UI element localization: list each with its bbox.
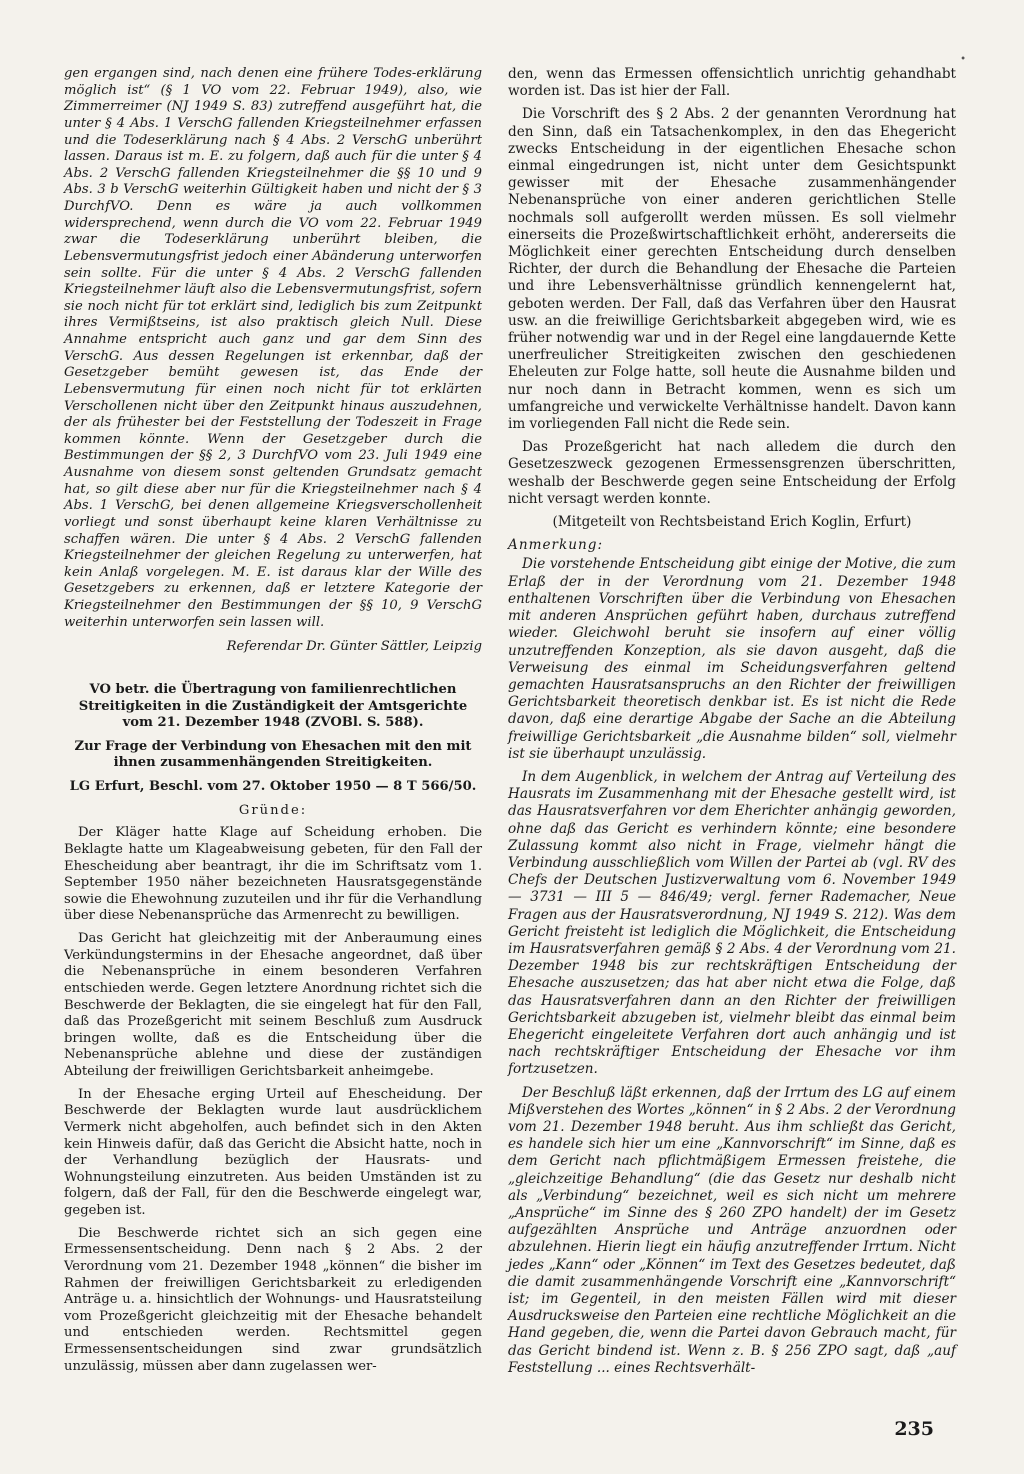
paragraph-anmerkung-beschluss: Der Beschluß läßt erkennen, daß der Irrtum des LG auf einem Mißverstehen des Wortes „können“ in § 2 Abs. 2 der Verordnung vom 21. Dezember 1948 beruht. Aus ihm schließt das Gericht, es handele sich hier um eine „Kannvorschrift“ im Sinne, daß es dem Gericht nach pflichtmäßigem Ermessen freistehe, die „gleichzeitige Behandlung“ (die das Gesetz nur deshalb nicht als „Verbindung“ bezeichnet, weil es sich nicht um mehrere „Ansprüche“ im Sinne des § 260 ZPO handelt) der im Gesetz aufgezählten Ansprüche und Anträge anzuordnen oder abzulehnen. Hierin liegt ein häufig anzutreffender Irrtum. Nicht jedes „Kann“ oder „Können“ im Text des Gesetzes bedeutet, daß die damit zusammenhängende Vorschrift eine „Kannvorschrift“ ist; im Gegenteil, in den meisten Fällen wird mit dieser Ausdrucksweise den Parteien eine rechtliche Möglichkeit an die Hand gegeben, die, wenn die Partei davon Gebrauch macht, für das Gericht bindend ist. Wenn z. B. § 256 ZPO sagt, daß „auf Feststellung ... eines Rechtsverhält- (508, 1084, 956, 1376)
decision-heading-court: LG Erfurt, Beschl. vom 27. Oktober 1950 — 8 T 566/50. (69, 779, 477, 794)
paragraph-todeserklaerung: gen ergangen sind, nach denen eine frühere Todes-erklärung möglich ist“ (§ 1 VO vom 22. Februar 1949), also, wie Zimmerreimer (NJ 1949 S. 83) zutreffend ausgeführt hat, die unter § 4 Abs. 1 VerschG fallenden Kriegsteilnehmer erfassen und die Todeserklärung nach § 4 Abs. 2 VerschG unberührt lassen. Daraus ist m. E. zu folgern, daß auch für die unter § 4 Abs. 2 VerschG fallenden Kriegsteilnehmer die §§ 10 und 9 Abs. 3 b VerschG weiterhin Gültigkeit haben und nicht der § 3 DurchfVO. Denn es wäre ja auch vollkommen widersprechend, wenn durch die VO vom 22. Februar 1949 zwar die Todeserklärung unberührt bleiben, die Lebensvermutungsfrist jedoch einer Abänderung unterworfen sein sollte. Für die unter § 4 Abs. 2 VerschG fallenden Kriegsteilnehmer läuft also die Lebensvermutungsfrist, sofern sie noch nicht für tot erklärt sind, lediglich bis zum Zeitpunkt ihres Vermißtseins, ist also praktisch gleich Null. Diese Annahme entspricht auch ganz und gar dem Sinn des VerschG. Aus dessen Regelungen ist erkennbar, daß der Gesetzgeber bemüht gewesen ist, das Ende der Lebensvermutung für einen noch nicht für tot erklärten Verschollenen nicht über den Zeitpunkt hinaus auszudehnen, der als frühester bei der Feststellung der Todeszeit in Frage kommen könnte. Wenn der Gesetzgeber durch die Bestimmungen der §§ 2, 3 DurchfVO vom 23. Juli 1949 eine Ausnahme von diesem sonst geltenden Grundsatz gemacht hat, so gilt diese aber nur für die Kriegsteilnehmer nach § 4 Abs. 1 VerschG, bei denen allgemeine Kriegsverschollenheit vorliegt und sonst überhaupt keine klaren Verhältnisse zu schaffen wären. Die unter § 4 Abs. 2 VerschG fallenden Kriegsteilnehmer der gleichen Regelung zu unterwerfen, hat kein Anlaß vorgelegen. M. E. ist daraus klar der Wille des Gesetzgebers zu erkennen, daß er letztere Kategorie der Kriegsteilnehmer den Bestimmungen der §§ 10, 9 VerschG weiterhin unterworfen sein lassen will. (64, 66, 482, 630)
paragraph-anmerkung-motive: Die vorstehende Entscheidung gibt einige der Motive, die zum Erlaß der in der Verordnung vom 21. Dezember 1948 enthaltenen Vorschriften über die Verbindung von Ehesachen mit anderen Ansprüchen geführt haben, durchaus zutreffend wieder. Gleichwohl beruht sie insofern auf einer völlig unzutreffenden Konzeption, als sie davon ausgeht, daß die Verweisung des einmal im Scheidungsverfahren geltend gemachten Hausratsanspruchs an den Richter der freiwilligen Gerichtsbarkeit theoretisch denkbar ist. Es ist nicht die Rede davon, daß eine derartige Abgabe der Sache an die Abteilung freiwillige Gerichtsbarkeit „die Ausnahme bilden“ soll, vielmehr ist sie überhaupt unzulässig. (508, 556, 956, 762)
author-signature: Referendar Dr. Günter Sättler, Leipzig (226, 639, 482, 655)
paragraph-vorschrift: Die Vorschrift des § 2 Abs. 2 der genannten Verordnung hat den Sinn, daß ein Tatsachenkomplex, in den das Ehegericht zwecks Entscheidung in der eigentlichen Ehesache schon einmal eingedrungen ist, nicht unter dem Gesichtspunkt gewisser mit der Ehesache zusammenhängender Nebenansprüche von einer anderen gerichtlichen Stelle nochmals soll aufgerollt werden müssen. Es soll vielmehr einerseits die Prozeßwirtschaftlichkeit erhöht, andererseits die Möglichkeit einer gerechten Entscheidung durch denselben Richter, der durch die Behandlung der Ehesache die Parteien und ihre Lebensverhältnisse gründlich kennengelernt hat, geboten werden. Der Fall, daß das Verfahren über den Hausrat usw. an die freiwillige Gerichtsbarkeit abgegeben wird, wie es früher notwendig war und in der Regel eine langdauernde Kette unerfreulicher Streitigkeiten zwischen den geschiedenen Eheleuten zur Folge hatte, soll heute die Ausnahme bilden und nur noch dann in Betracht kommen, wenn es sich um umfangreiche und verwickelte Verhältnisse handelt. Davon kann im vorliegenden Fall nicht die Rede sein. (508, 106, 956, 433)
corner-mark: • (960, 54, 966, 65)
left-column (64, 66, 482, 1381)
communicated-by: (Mitgeteilt von Rechtsbeistand Erich Koglin, Erfurt) (552, 514, 912, 531)
paragraph-anmerkung-augenblick: In dem Augenblick, in welchem der Antrag auf Verteilung des Hausrats im Zusammenhang mit der Ehesache gestellt wird, ist das Hausratsverfahren vor dem Eherichter anhängig geworden, ohne daß das Gericht es verhindern könnte; eine besondere Zulassung kommt also nicht in Frage, vielmehr hängt die Verbindung ausschließlich vom Willen der Partei ab (vgl. RV des Chefs der Deutschen Justizverwaltung vom 6. November 1949 — 3731 — III 5 — 846/49; vergl. ferner Rademacher, Neue Fragen aus der Hausratsverordnung, NJ 1949 S. 212). Was dem Gericht freisteht ist lediglich die Möglichkeit, die Entscheidung im Hausratsverfahren gemäß § 2 Abs. 4 der Verordnung vom 21. Dezember 1948 bis zur rechtskräftigen Entscheidung der Ehesache auszusetzen; das hat aber nicht etwa die Folge, daß das Hausratsverfahren dann an den Richter der freiwilligen Gerichtsbarkeit abzugeben ist, vielmehr bleibt das einmal beim Ehegericht eingeleitete Verfahren dort auch anhängig und ist nach rechtskräftiger Entscheidung der Ehesache vor ihm fortzusetzen. (508, 768, 956, 1078)
paragraph-ermessen: den, wenn das Ermessen offensichtlich unrichtig gehandhabt worden ist. Das ist hier der Fall. (508, 66, 956, 100)
paragraph-prozessgericht: Das Prozeßgericht hat nach alledem die durch den Gesetzeszweck gezogenen Ermessensgrenzen überschritten, weshalb der Beschwerde gegen seine Entscheidung der Erfolg nicht versagt werden konnte. (508, 439, 956, 507)
decision-heading-question: Zur Frage der Verbindung von Ehesachen mit den mit ihnen zusammenhängenden Streitigkeiten. (74, 738, 472, 771)
paragraph-klage: Der Kläger hatte Klage auf Scheidung erhoben. Die Beklagte hatte um Klageabweisung gebeten, für den Fall der Ehescheidung aber beantragt, ihr die im Schriftsatz vom 1. September 1950 näher bezeichneten Hausratsgegenstände sowie die Ehewohnung zuzuteilen und ihr für die Verhandlung über diese Nebenansprüche das Armenrecht zu bewilligen. (64, 825, 482, 924)
decision-heading-vo: VO betr. die Übertragung von familienrechtlichen Streitigkeiten in die Zuständigkeit der Amtsgerichte vom 21. Dezember 1948 (ZVOBl. S. 588). (78, 681, 468, 731)
paragraph-urteil: In der Ehesache erging Urteil auf Ehescheidung. Der Beschwerde der Beklagten wurde laut ausdrücklichem Vermerk nicht abgeholfen, auch befindet sich in den Akten kein Hinweis dafür, daß das Gericht die Absicht hatte, noch in der Verhandlung bezüglich der Hausrats- und Wohnungsteilung einzutreten. Aus beiden Umständen ist zu folgern, daß der Fall, für den die Beschwerde eingelegt war, gegeben ist. (64, 1086, 482, 1218)
right-column (508, 66, 956, 1383)
paragraph-gericht: Das Gericht hat gleichzeitig mit der Anberaumung eines Verkündungstermins in der Ehesache angeordnet, daß über die Nebenansprüche in einem besonderen Verfahren entschieden werde. Gegen letztere Anordnung richtet sich die Beschwerde der Beklagten, die sie eingelegt hat für den Fall, daß das Prozeßgericht mit seinem Beschluß zum Ausdruck bringen wollte, daß es die Entscheidung über die Nebenansprüche ablehne und diese der zuständigen Abteilung der freiwilligen Gerichtsbarkeit anheimgebe. (64, 931, 482, 1079)
paragraph-beschwerde: Die Beschwerde richtet sich an sich gegen eine Ermessensentscheidung. Denn nach § 2 Abs. 2 der Verordnung vom 21. Dezember 1948 „können“ die bisher im Rahmen der freiwilligen Gerichtsbarkeit zu erledigenden Anträge u. a. hinsichtlich der Wohnungs- und Hausratsteilung vom Prozeßgericht gleichzeitig mit der Ehesache behandelt und entschieden werden. Rechtsmittel gegen Ermessensentscheidungen sind zwar grundsätzlich unzulässig, müssen aber dann zugelassen wer- (64, 1225, 482, 1374)
anmerkung-label: Anmerkung: (508, 537, 604, 554)
page-number: 235 (894, 1418, 934, 1440)
gruende-label: Gründe: (238, 802, 308, 818)
